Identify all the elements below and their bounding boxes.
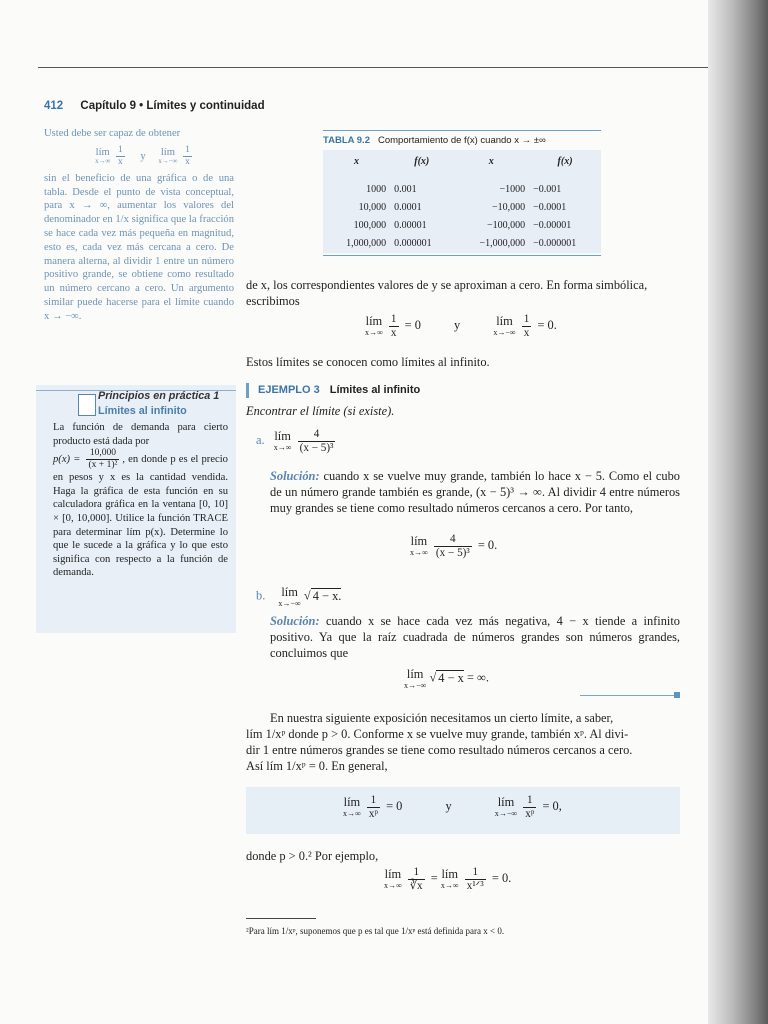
part-b-solution: Solución: cuando x se hace cada vez más negativa, 4 − x tiende a infinito positivo. Ya que la raíz cuadrada de números grandes son números grandes, concluimos que bbox=[270, 614, 680, 660]
table-9-2 bbox=[323, 130, 601, 256]
sidebar-text: sin el beneficio de una gráfica o de una tabla. Desde el punto de vista conceptual, para x → ∞, aumentar los valores del denominador en 1/x significa que la fracción se hace cada vez más pequeña en magnitud, esto es, cada vez más cercana a cero. De manera alterna, al dividir 1 entre un número positivo grande, se obtiene como resultado un número cercano a cero. Un argumento similar puede hacerse para el límite cuando x → −∞. bbox=[44, 172, 234, 322]
part-a-solution: Solución: cuando x se vuelve muy grande, también lo hace x − 5. Como el cubo de un número grande también es grande, (x − 5)³ → ∞. Al dividir 4 entre números muy grandes se tiene como resultado números cercanos a cero. Por tanto, bbox=[270, 469, 680, 515]
part-a-result: lím x→∞ $\frac{4}{\text{(x − 5)³}}$ = 0. bbox=[410, 533, 498, 559]
part-b-result: lím x→−∞ √ 4 − x = ∞. bbox=[404, 667, 489, 690]
paragraph-4: donde p > 0.² Por ejemplo, bbox=[246, 849, 379, 863]
sidebar-note bbox=[44, 127, 234, 324]
col-header: x bbox=[354, 156, 360, 167]
equation-limits-1: lím x→∞ $\frac{1}{x}$ = 0 y lím x→−∞ $\frac{1}{x}$ = 0. bbox=[365, 313, 557, 339]
principles-box bbox=[36, 385, 236, 633]
col-header: f(x) bbox=[414, 156, 430, 167]
table-row: 1,000,000 0.000001 −1,000,000 −0.000001 bbox=[323, 235, 601, 253]
example-end-marker bbox=[674, 692, 680, 698]
principles-subtitle: Límites al infinito bbox=[98, 405, 187, 417]
sidebar-limits: lím x→∞ $\frac{1}{x}$ y lím x→−∞ $\frac{1}{x}$ bbox=[95, 143, 190, 167]
data-table bbox=[323, 150, 601, 253]
page-binding-shadow bbox=[708, 0, 768, 1024]
principles-title: Principios en práctica 1 bbox=[98, 390, 220, 402]
running-header bbox=[44, 100, 265, 112]
example-instruction: Encontrar el límite (si existe). bbox=[246, 404, 395, 418]
page-number: 412 bbox=[44, 100, 64, 112]
general-limits: lím x→∞ $\frac{1}{\text{xᵖ}}$ = 0 y lím x→−∞ $\frac{1}{\text{xᵖ}}$ = 0, bbox=[343, 794, 562, 820]
table-row: 1000 0.001 −1000 −0.001 bbox=[323, 181, 601, 199]
top-rule bbox=[38, 67, 710, 68]
example-end-rule bbox=[580, 695, 680, 696]
example-cbrt: lím x→∞ $\frac{1}{∛x}$ = lím x→∞ $\frac{1}{\text{x¹ᐟ³}}$ = 0. bbox=[384, 866, 512, 892]
table-row: 10,000 0.0001 −10,000 −0.0001 bbox=[323, 199, 601, 217]
col-header: f(x) bbox=[557, 156, 573, 167]
table-caption: TABLA 9.2 Comportamiento de f(x) cuando x → ±∞ bbox=[323, 135, 546, 146]
paragraph-3: En nuestra siguiente exposición necesitamos un cierto límite, a saber, lím 1/xᵖ donde p > 0. Conforme x se vuelve muy grande, también xᵖ. Al divi- dir 1 entre números grandes se tiene como resultado números cercanos a cero. Así lím 1/xᵖ = 0. En general, bbox=[246, 711, 633, 773]
footnote: ²Para lím 1/xᵖ, suponemos que p es tal que 1/xᵖ está definida para x < 0. bbox=[246, 926, 505, 936]
col-header: x bbox=[488, 156, 494, 167]
sidebar-line1: Usted debe ser capaz de obtener bbox=[44, 128, 181, 139]
table-row: 100,000 0.00001 −100,000 −0.00001 bbox=[323, 217, 601, 235]
footnote-rule bbox=[246, 918, 316, 919]
chapter-title: Capítulo 9 • Límites y continuidad bbox=[80, 100, 265, 112]
part-a-expr: a. lím x→∞ $\frac{4}{\text{(x − 5)³}}$ bbox=[256, 428, 334, 454]
part-b-expr: b. lím x→−∞ √ 4 − x. bbox=[256, 585, 342, 608]
calculator-icon bbox=[78, 394, 96, 416]
principles-text: La función de demanda para cierto producto está dada por p(x) = $\frac{10,000}{\text{(x + 1)²}}$ , en donde p es el precio en pesos y x es la cantidad vendida. Haga la gráfica de esta función en su calculadora gráfica en la ventana [0, 10] × [0, 10,000]. Utilice la función TRACE para determinar lím p(x). Determine lo que le sucede a la gráfica y lo que esto significa con respecto a la función de demanda. bbox=[53, 422, 228, 579]
example-header: EJEMPLO 3 Límites al infinito bbox=[258, 384, 421, 396]
paragraph-2: Estos límites se conocen como límites al infinito. bbox=[246, 355, 490, 369]
paragraph-1: de x, los correspondientes valores de y se aproximan a cero. En forma simbólica, escribimos bbox=[246, 278, 648, 308]
